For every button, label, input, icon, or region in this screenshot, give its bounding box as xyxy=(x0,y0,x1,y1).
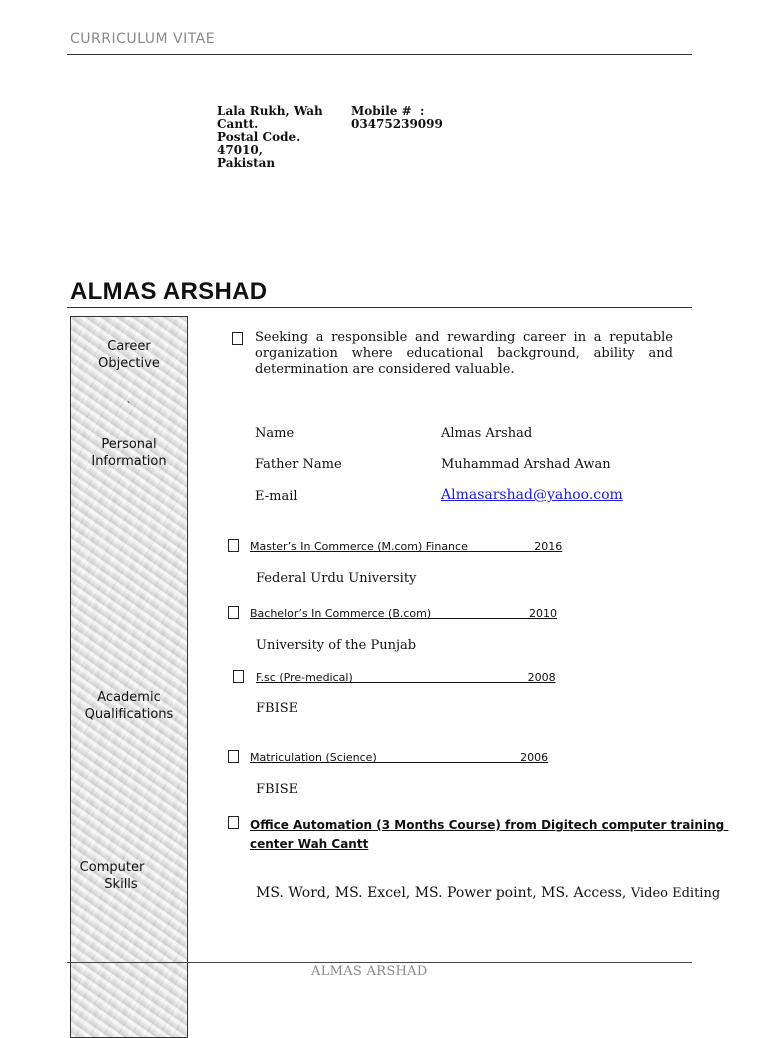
computer-skills-list xyxy=(256,882,720,901)
sidebar-label-line: Personal xyxy=(101,437,157,452)
qualification-institute: FBISE xyxy=(256,782,299,797)
qualification-title-matriculation: Matriculation (Science) 2006 xyxy=(250,751,549,764)
checkbox-bullet-icon xyxy=(228,606,239,619)
qualification-institute: Federal Urdu University xyxy=(256,571,417,586)
checkbox-bullet-icon xyxy=(228,539,239,552)
qualification-institute: FBISE xyxy=(256,701,299,716)
footer-divider xyxy=(67,962,692,963)
sidebar-label-line: Qualifications xyxy=(84,707,174,722)
sidebar-label-line: Objective xyxy=(98,356,160,371)
computer-course-line: Office Automation (3 Months Course) from Digitech computer training xyxy=(250,818,729,832)
career-objective-text: Seeking a responsible and rewarding career in a reputable organization where educational background, ability and determination are considered valuable. xyxy=(255,330,673,377)
sidebar-label-academic-qualifications xyxy=(71,689,187,723)
email-link[interactable]: Almasarshad@yahoo.com xyxy=(441,487,623,503)
footer-name: ALMAS ARSHAD xyxy=(311,964,428,979)
father-name-value: Muhammad Arshad Awan xyxy=(441,457,611,472)
checkbox-bullet-icon xyxy=(228,816,239,829)
address-line: Postal Code. xyxy=(217,130,301,144)
mobile-block xyxy=(351,105,443,131)
sidebar-label-line: Skills xyxy=(104,877,138,892)
sidebar-label-line: Career xyxy=(107,339,151,354)
checkbox-bullet-icon xyxy=(232,332,243,345)
checkbox-bullet-icon xyxy=(228,750,239,763)
name-divider xyxy=(67,307,692,308)
checkbox-bullet-icon xyxy=(233,670,244,683)
address-line: Lala Rukh, Wah xyxy=(217,104,323,118)
sidebar-label-personal-information xyxy=(71,436,187,470)
sidebar-label-computer-skills xyxy=(72,859,152,893)
sidebar-label-line: Information xyxy=(91,454,167,469)
computer-course-line: center Wah Cantt xyxy=(250,837,369,851)
qualification-title-masters: Master’s In Commerce (M.com) Finance 2016 xyxy=(250,540,563,553)
sidebar-label-line: Computer xyxy=(79,860,145,875)
personal-name-value: Almas Arshad xyxy=(441,426,533,441)
qualification-institute: University of the Punjab xyxy=(256,638,417,653)
skills-extra: Video Editing xyxy=(630,886,721,901)
sidebar-marble-panel xyxy=(70,316,188,1038)
personal-name-label: Name xyxy=(255,426,295,441)
candidate-name: ALMAS ARSHAD xyxy=(70,278,268,305)
address-block xyxy=(217,105,323,170)
header-divider xyxy=(67,54,692,55)
sidebar-label-line: Academic xyxy=(97,690,161,705)
skills-main: MS. Word, MS. Excel, MS. Power point, MS. Access, xyxy=(256,885,631,901)
father-name-label: Father Name xyxy=(255,457,342,472)
address-line: 47010, xyxy=(217,143,263,157)
computer-course xyxy=(250,816,728,854)
document-header-title: CURRICULUM VITAE xyxy=(70,31,216,47)
mobile-label: Mobile # : xyxy=(351,104,425,118)
address-line: Cantt. xyxy=(217,117,259,131)
qualification-title-fsc: F.sc (Pre-medical) 2008 xyxy=(256,671,556,684)
mobile-number: 03475239099 xyxy=(351,117,443,131)
email-label: E-mail xyxy=(255,489,298,504)
address-line: Pakistan xyxy=(217,156,276,170)
qualification-title-bachelors: Bachelor’s In Commerce (B.com) 2010 xyxy=(250,607,558,620)
sidebar-stray-mark: ` xyxy=(126,401,132,412)
sidebar-label-career-objective xyxy=(71,338,187,372)
